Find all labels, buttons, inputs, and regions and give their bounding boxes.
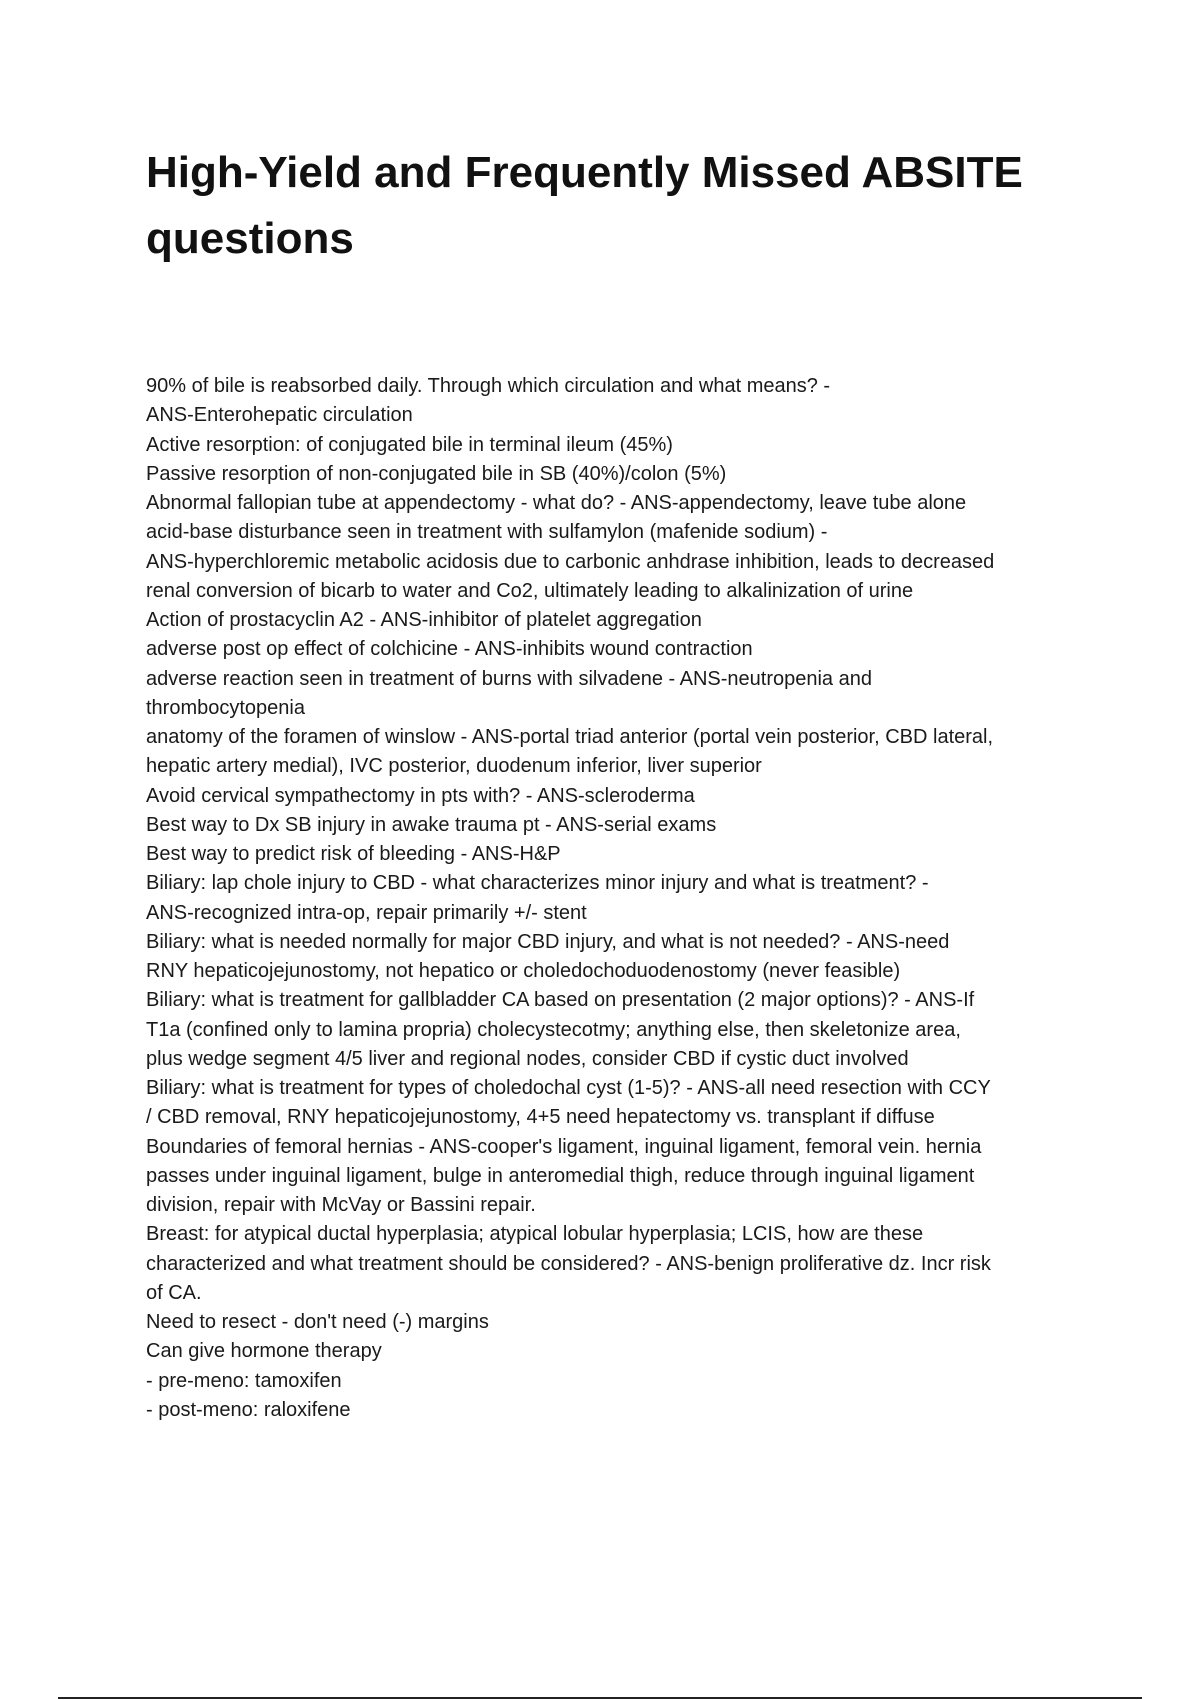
text-line: division, repair with McVay or Bassini repair. bbox=[146, 1194, 536, 1216]
text-line: - post-meno: raloxifene bbox=[146, 1398, 351, 1421]
text-line: passes under inguinal ligament, bulge in anteromedial thigh, reduce through inguinal ligament bbox=[146, 1164, 975, 1187]
document-title: High-Yield and Frequently Missed ABSITE questions bbox=[146, 148, 1023, 263]
text-line: T1a (confined only to lamina propria) cholecystecotmy; anything else, then skeletonize area, bbox=[146, 1018, 961, 1041]
text-line: anatomy of the foramen of winslow - ANS-portal triad anterior (portal vein posterior, CBD lateral, bbox=[146, 726, 994, 748]
text-line: Passive resorption of non-conjugated bile in SB (40%)/colon (5%) bbox=[146, 462, 727, 485]
text-line: Can give hormone therapy bbox=[146, 1340, 382, 1363]
text-line: hepatic artery medial), IVC posterior, duodenum inferior, liver superior bbox=[146, 755, 762, 778]
text-line: Best way to Dx SB injury in awake trauma pt - ANS-serial exams bbox=[146, 813, 717, 836]
text-line: Biliary: lap chole injury to CBD - what characterizes minor injury and what is treatment? - bbox=[146, 872, 929, 895]
text-line: thrombocytopenia bbox=[146, 696, 305, 719]
text-line: of CA. bbox=[146, 1281, 202, 1304]
text-line: 90% of bile is reabsorbed daily. Through which circulation and what means? - bbox=[146, 375, 831, 397]
text-line: ANS-hyperchloremic metabolic acidosis due to carbonic anhdrase inhibition, leads to decreased bbox=[146, 550, 995, 573]
text-line: adverse post op effect of colchicine - ANS-inhibits wound contraction bbox=[146, 638, 753, 661]
text-line: Best way to predict risk of bleeding - ANS-H&P bbox=[146, 843, 561, 865]
text-line: Abnormal fallopian tube at appendectomy - what do? - ANS-appendectomy, leave tube alone bbox=[146, 492, 967, 514]
text-line: Active resorption: of conjugated bile in terminal ileum (45%) bbox=[146, 433, 673, 456]
text-line: Biliary: what is needed normally for major CBD injury, and what is not needed? - ANS-need bbox=[146, 930, 950, 953]
text-line: renal conversion of bicarb to water and Co2, ultimately leading to alkalinization of urine bbox=[146, 579, 914, 602]
text-line: ANS-Enterohepatic circulation bbox=[146, 404, 413, 427]
text-line: acid-base disturbance seen in treatment with sulfamylon (mafenide sodium) - bbox=[146, 521, 828, 544]
text-line: RNY hepaticojejunostomy, not hepatico or choledochoduodenostomy (never feasible) bbox=[146, 960, 901, 982]
text-line: Breast: for atypical ductal hyperplasia; atypical lobular hyperplasia; LCIS, how are these bbox=[146, 1223, 924, 1246]
text-line: - pre-meno: tamoxifen bbox=[146, 1369, 342, 1392]
text-line: adverse reaction seen in treatment of burns with silvadene - ANS-neutropenia and bbox=[146, 667, 872, 690]
text-line: ANS-recognized intra-op, repair primarily +/- stent bbox=[146, 901, 587, 924]
text-line: Action of prostacyclin A2 - ANS-inhibitor of platelet aggregation bbox=[146, 609, 702, 631]
text-line: Need to resect - don't need (-) margins bbox=[146, 1311, 489, 1333]
text-line: characterized and what treatment should be considered? - ANS-benign proliferative dz. Incr risk bbox=[146, 1252, 991, 1275]
text-line: Biliary: what is treatment for types of choledochal cyst (1-5)? - ANS-all need resection with CCY bbox=[146, 1077, 991, 1099]
text-line: / CBD removal, RNY hepaticojejunostomy, 4+5 need hepatectomy vs. transplant if diffuse bbox=[146, 1106, 935, 1129]
text-line: Boundaries of femoral hernias - ANS-cooper's ligament, inguinal ligament, femoral vein. hernia bbox=[146, 1135, 982, 1158]
text-line: plus wedge segment 4/5 liver and regional nodes, consider CBD if cystic duct involved bbox=[146, 1047, 909, 1070]
document-body bbox=[146, 372, 1106, 1425]
footer-rule bbox=[58, 1697, 1142, 1699]
text-line: Biliary: what is treatment for gallbladder CA based on presentation (2 major options)? - ANS-If bbox=[146, 989, 975, 1012]
text-line: Avoid cervical sympathectomy in pts with? - ANS-scleroderma bbox=[146, 784, 695, 807]
